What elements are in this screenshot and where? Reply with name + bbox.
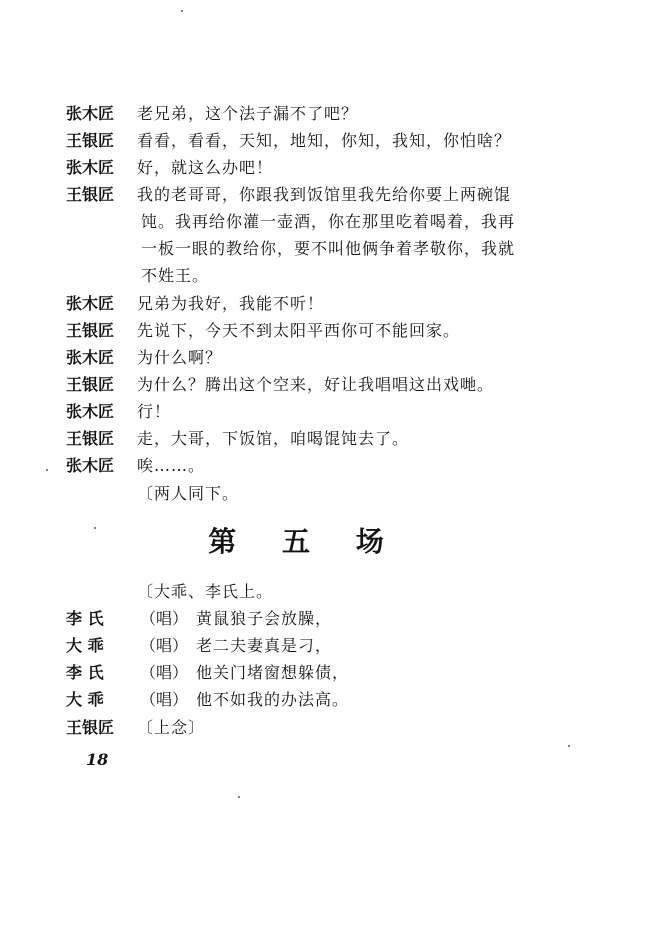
- sung-text: 他关门堵窗想躲债，: [196, 663, 350, 682]
- stage-direction-text: 〔上念〕: [137, 718, 206, 737]
- dialogue-text: 走，大哥，下饭馆，咱喝馄饨去了。: [137, 429, 410, 448]
- dialogue-text: 兄弟为我好，我能不听！: [137, 294, 325, 313]
- page-number: 18: [86, 750, 109, 769]
- dialogue-text: 唉……。: [137, 456, 206, 475]
- sung-text: 黄鼠狼子会放臊，: [196, 609, 333, 628]
- performance-note: （唱）: [140, 636, 189, 655]
- dialogue-text: 为什么啊？: [137, 348, 223, 367]
- dialogue-text: 不姓王。: [141, 266, 210, 285]
- scan-speck: [46, 469, 48, 471]
- speaker-name: 大 乖: [66, 690, 104, 709]
- dialogue-text: 饨。我再给你灌一壶酒，你在那里吃着喝着，我再: [141, 212, 516, 231]
- dialogue-text: 我的老哥哥，你跟我到饭馆里我先给你要上两碗馄: [137, 185, 512, 204]
- dialogue-text: 好，就这么办吧！: [137, 158, 274, 177]
- scan-speck: [94, 527, 96, 529]
- speaker-name: 大 乖: [66, 636, 104, 655]
- scan-speck: [181, 10, 183, 12]
- scan-speck: [238, 796, 240, 798]
- speaker-name: 张木匠: [66, 348, 115, 367]
- speaker-name: 张木匠: [66, 294, 115, 313]
- stage-direction-text: 〔两人同下。: [137, 484, 240, 503]
- performance-note: （唱）: [140, 609, 189, 628]
- dialogue-text: 一板一眼的教给你，要不叫他俩争着孝敬你，我就: [141, 239, 516, 258]
- speaker-name: 王银匠: [66, 185, 115, 204]
- speaker-name: 王银匠: [66, 131, 115, 150]
- speaker-name: 张木匠: [66, 402, 115, 421]
- speaker-name: 张木匠: [66, 158, 115, 177]
- dialogue-text: 行！: [137, 402, 172, 421]
- sung-text: 老二夫妻真是刁，: [196, 636, 333, 655]
- speaker-name: 王银匠: [66, 375, 115, 394]
- dialogue-text: 为什么？腾出这个空来，好让我唱唱这出戏哋。: [137, 375, 495, 394]
- dialogue-text: 老兄弟，这个法子漏不了吧？: [137, 104, 359, 123]
- scan-speck: [568, 745, 570, 747]
- sung-text: 他不如我的办法高。: [196, 690, 350, 709]
- speaker-name: 李 氏: [66, 663, 104, 682]
- speaker-name: 王银匠: [66, 321, 115, 340]
- stage-direction-text: 〔大乖、李氏上。: [137, 582, 274, 601]
- performance-note: （唱）: [140, 690, 189, 709]
- dialogue-text: 看看，看看，天知，地知，你知，我知，你怕啥？: [137, 131, 512, 150]
- speaker-name: 张木匠: [66, 456, 115, 475]
- speaker-name: 王银匠: [66, 429, 115, 448]
- dialogue-text: 先说下，今天不到太阳平西你可不能回家。: [137, 321, 461, 340]
- performance-note: （唱）: [140, 663, 189, 682]
- scene-title: 第 五 场: [208, 525, 402, 558]
- speaker-name: 王银匠: [66, 718, 115, 737]
- speaker-name: 李 氏: [66, 609, 104, 628]
- speaker-name: 张木匠: [66, 104, 115, 123]
